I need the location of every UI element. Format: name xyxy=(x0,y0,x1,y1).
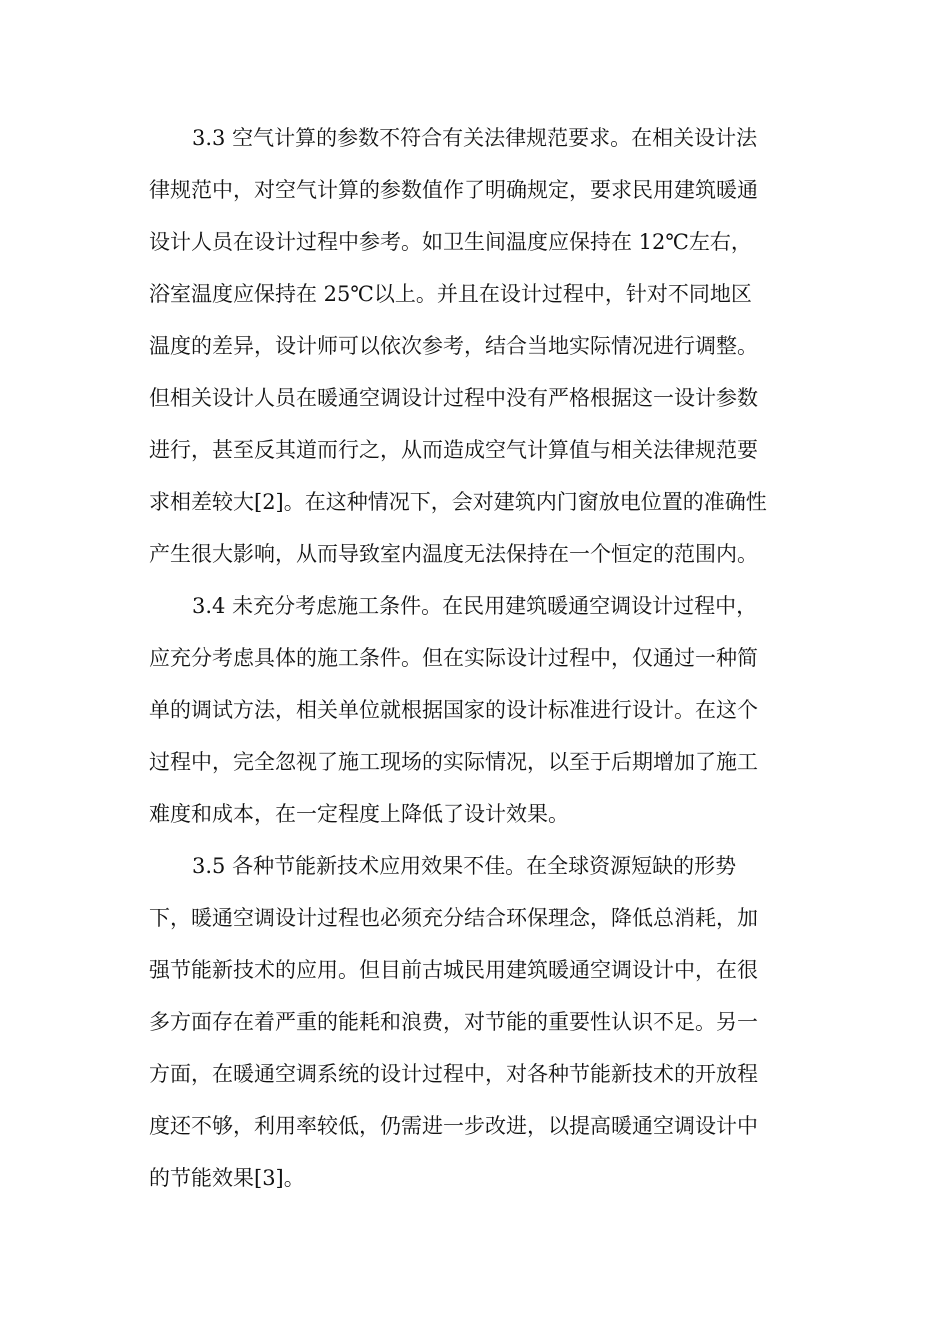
text-line: 设计人员在设计过程中参考。如卫生间温度应保持在 12℃左右， xyxy=(149,230,752,254)
text-line: 应充分考虑具体的施工条件。但在实际设计过程中，仅通过一种简 xyxy=(149,646,758,670)
text-line: 产生很大影响，从而导致室内温度无法保持在一个恒定的范围内。 xyxy=(149,542,758,566)
text-line: 强节能新技术的应用。但目前古城民用建筑暖通空调设计中，在很 xyxy=(149,958,758,982)
text-line: 求相差较大[2]。在这种情况下，会对建筑内门窗放电位置的准确性 xyxy=(149,490,767,514)
text-line: 但相关设计人员在暖通空调设计过程中没有严格根据这一设计参数 xyxy=(149,386,758,410)
text-line: 3.5 各种节能新技术应用效果不佳。在全球资源短缺的形势 xyxy=(192,854,737,878)
text-line: 温度的差异，设计师可以依次参考，结合当地实际情况进行调整。 xyxy=(149,334,758,358)
text-line: 过程中，完全忽视了施工现场的实际情况，以至于后期增加了施工 xyxy=(149,750,758,774)
text-line: 进行，甚至反其道而行之，从而造成空气计算值与相关法律规范要 xyxy=(149,438,758,462)
text-line: 方面，在暖通空调系统的设计过程中，对各种节能新技术的开放程 xyxy=(149,1062,758,1086)
text-line: 3.4 未充分考虑施工条件。在民用建筑暖通空调设计过程中， xyxy=(192,594,758,618)
text-line: 难度和成本，在一定程度上降低了设计效果。 xyxy=(149,802,569,826)
text-line: 多方面存在着严重的能耗和浪费，对节能的重要性认识不足。另一 xyxy=(149,1010,758,1034)
text-line: 单的调试方法，相关单位就根据国家的设计标准进行设计。在这个 xyxy=(149,698,758,722)
text-line: 的节能效果[3]。 xyxy=(149,1166,305,1190)
text-line: 3.3 空气计算的参数不符合有关法律规范要求。在相关设计法 xyxy=(192,126,758,150)
text-line: 下，暖通空调设计过程也必须充分结合环保理念，降低总消耗，加 xyxy=(149,906,758,930)
text-line: 浴室温度应保持在 25℃以上。并且在设计过程中，针对不同地区 xyxy=(149,282,752,306)
text-line: 度还不够，利用率较低，仍需进一步改进，以提高暖通空调设计中 xyxy=(149,1114,758,1138)
text-line: 律规范中，对空气计算的参数值作了明确规定，要求民用建筑暖通 xyxy=(149,178,758,202)
